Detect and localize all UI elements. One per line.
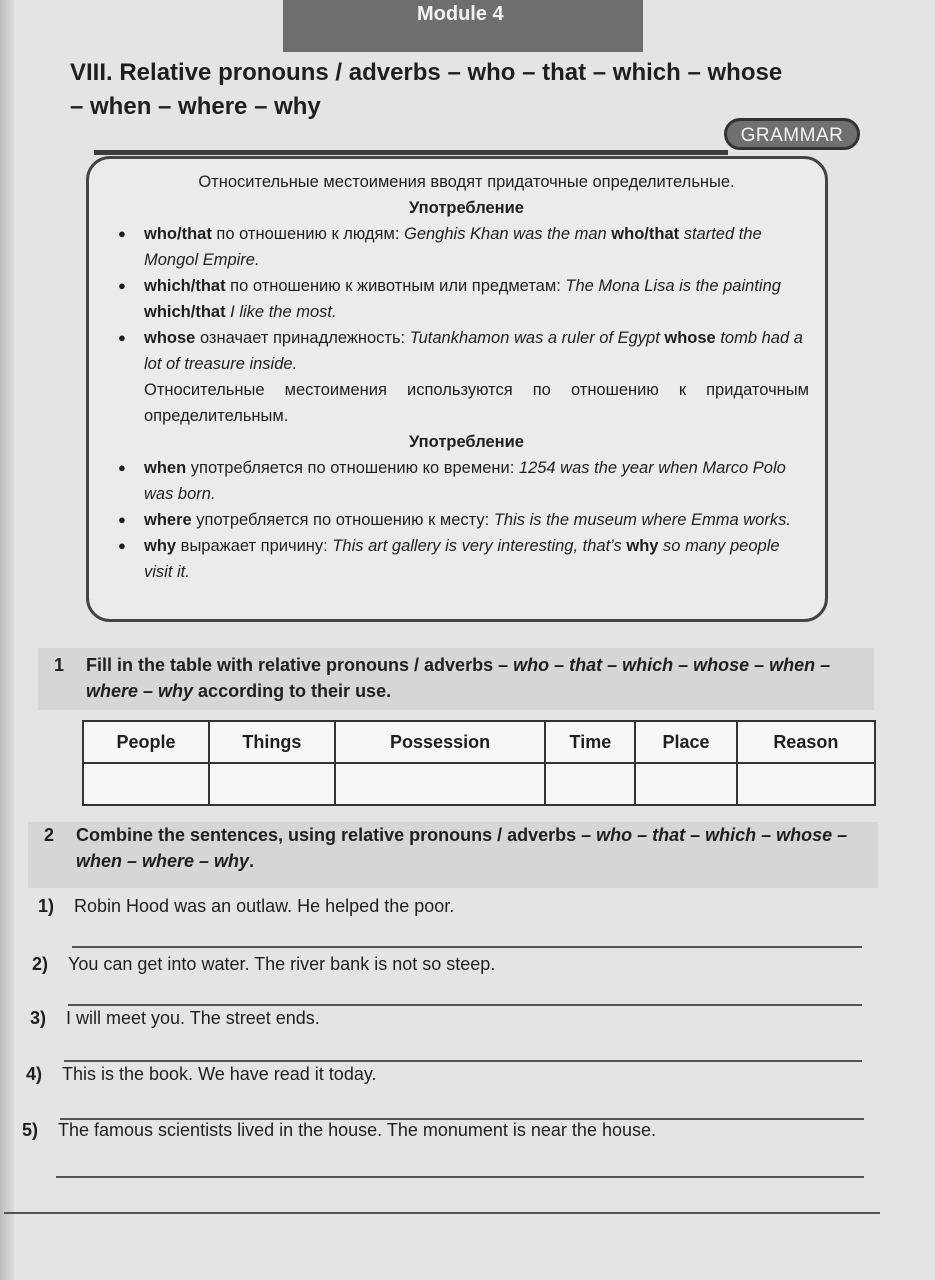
exercise1-instruction: 1 Fill in the table with relative pronouns / adverbs – who – that – which – whose – when – where – why according to their use. <box>38 648 874 710</box>
answer-cell-people[interactable] <box>83 763 209 805</box>
exercise2-instruction: 2 Combine the sentences, using relative pronouns / adverbs – who – that – which – whose – when – where – why. <box>28 822 878 888</box>
rule-when: ● when употребляется по отношению ко времени: 1254 was the year when Marco Polo was born. <box>144 455 809 507</box>
grammar-intro-adverbs: Относительные местоимения используются по отношению к придаточным определительным. <box>144 381 809 425</box>
rule-which-that: ● which/that по отношению к животным или предметам: The Mona Lisa is the painting which/that I like the most. <box>144 273 809 325</box>
grammar-divider <box>94 150 728 155</box>
usage-label: Употребление <box>409 199 524 217</box>
table-answer-row <box>83 763 875 805</box>
exercise2-number: 2 <box>44 825 55 845</box>
grammar-intro: Относительные местоимения вводят придаточные определительные. <box>198 173 735 191</box>
rule-where: ● where употребляется по отношению к месту: This is the museum where Emma works. <box>144 507 809 533</box>
header-place: Place <box>635 721 736 763</box>
exercise1-number: 1 <box>54 655 65 675</box>
rule-who-that: ● who/that по отношению к людям: Genghis Khan was the man who/that started the Mongol Empire. <box>144 221 809 273</box>
grammar-box <box>86 156 828 622</box>
answer-cell-time[interactable] <box>545 763 635 805</box>
rule-why: ● why выражает причину: This art gallery is very interesting, that’s why so many people visit it. <box>144 533 809 585</box>
use-table <box>82 720 876 806</box>
rule-whose: ● whose означает принадлежность: Tutankhamon was a ruler of Egypt whose tomb had a lot of treasure inside. <box>144 325 809 377</box>
module-label: Module 4 <box>283 0 643 52</box>
list-item: 1) Robin Hood was an outlaw. He helped the poor. <box>38 896 455 916</box>
list-item: 4) This is the book. We have read it today. <box>26 1064 377 1084</box>
usage-label-adverbs: Употребление <box>409 433 524 451</box>
answer-line-6[interactable] <box>4 1212 880 1214</box>
list-item: 2) You can get into water. The river bank is not so steep. <box>32 954 496 974</box>
table-header-row <box>83 721 875 763</box>
header-people: People <box>83 721 209 763</box>
list-item: 3) I will meet you. The street ends. <box>30 1008 320 1028</box>
answer-cell-place[interactable] <box>635 763 736 805</box>
grammar-badge: GRAMMAR <box>724 118 860 150</box>
answer-cell-possession[interactable] <box>335 763 546 805</box>
heading-line2: – when – where – why <box>70 93 321 120</box>
header-possession: Possession <box>335 721 546 763</box>
answer-cell-reason[interactable] <box>737 763 875 805</box>
answer-line-1[interactable] <box>72 946 862 948</box>
answer-cell-things[interactable] <box>209 763 335 805</box>
header-time: Time <box>545 721 635 763</box>
header-things: Things <box>209 721 335 763</box>
header-reason: Reason <box>737 721 875 763</box>
page-edge <box>0 0 14 1280</box>
heading-line1: VIII. Relative pronouns / adverbs – who – that – which – whose <box>70 59 783 86</box>
list-item: 5) The famous scientists lived in the house. The monument is near the house. <box>22 1120 656 1140</box>
answer-line-5[interactable] <box>56 1176 864 1178</box>
